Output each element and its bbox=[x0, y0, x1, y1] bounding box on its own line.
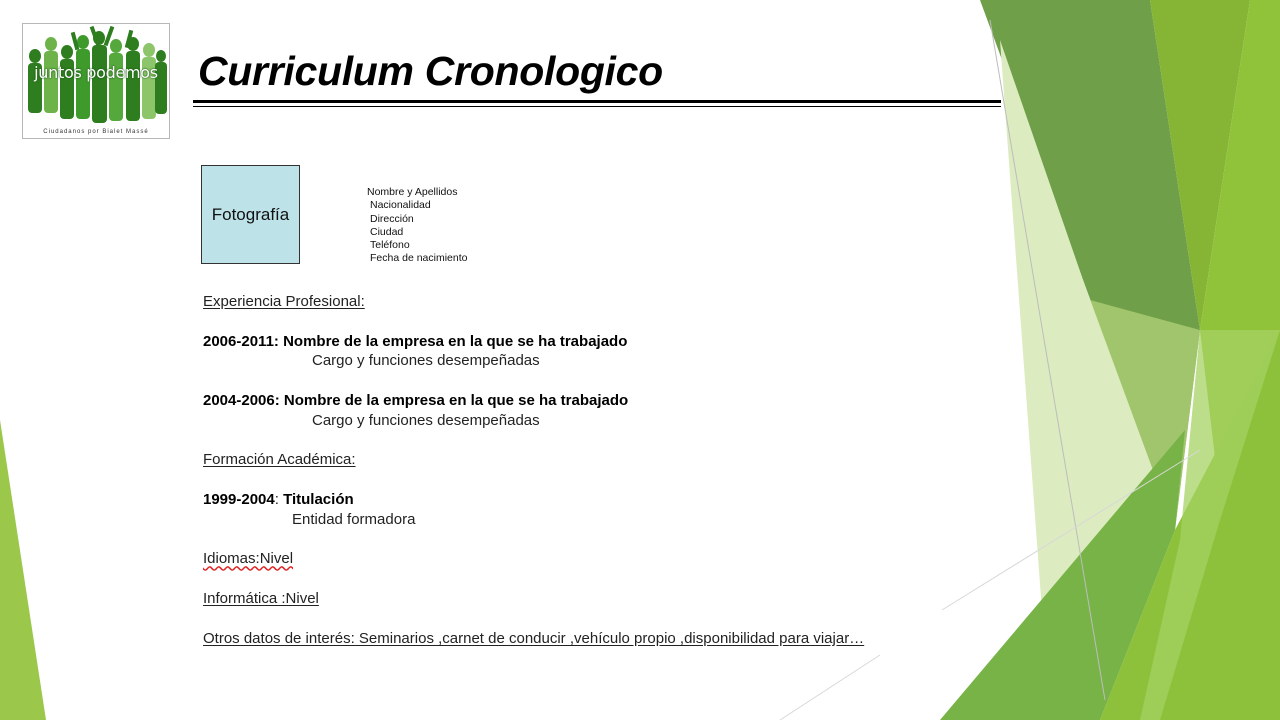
education-separator: : bbox=[274, 490, 279, 508]
education-entity: Entidad formadora bbox=[292, 510, 416, 528]
experience-company: Nombre de la empresa en la que se ha trabajado bbox=[283, 391, 629, 409]
logo-main-text: juntos podemos bbox=[34, 63, 158, 82]
education-heading: Formación Académica: bbox=[203, 451, 356, 469]
experience-heading: Experiencia Profesional: bbox=[203, 293, 365, 310]
title-rule-thin bbox=[193, 106, 1001, 107]
experience-role: Cargo y funciones desempeñadas bbox=[312, 411, 540, 429]
personal-info bbox=[367, 186, 467, 266]
experience-role: Cargo y funciones desempeñadas bbox=[312, 352, 540, 370]
experience-years: 2006-2011: bbox=[203, 332, 279, 350]
cv-body bbox=[203, 292, 864, 648]
other-info-line: Otros datos de interés: Seminarios ,carnet de conducir ,vehículo propio ,disponibilidad para viajar… bbox=[203, 629, 865, 647]
photo-label: Fotografía bbox=[211, 204, 290, 224]
photo-placeholder bbox=[201, 165, 300, 264]
slide-title: Curriculum Cronologico bbox=[198, 48, 663, 94]
personal-nationality: Nacionalidad bbox=[370, 199, 431, 212]
juntos-podemos-logo bbox=[22, 23, 170, 139]
computing-line: Informática :Nivel bbox=[203, 589, 319, 607]
experience-entry bbox=[203, 332, 864, 352]
languages-line: Idiomas:Nivel bbox=[203, 550, 294, 568]
education-degree: Titulación bbox=[283, 490, 354, 508]
personal-name: Nombre y Apellidos bbox=[367, 186, 458, 198]
title-rule-thick bbox=[193, 100, 1001, 103]
logo-sub-text: Ciudadanos por Bialet Massé bbox=[43, 129, 149, 135]
experience-years: 2004-2006: bbox=[203, 391, 280, 409]
experience-entry bbox=[203, 391, 864, 411]
experience-company: Nombre de la empresa en la que se ha trabajado bbox=[283, 332, 628, 350]
personal-city: Ciudad bbox=[370, 225, 404, 238]
personal-address: Dirección bbox=[370, 212, 414, 225]
education-years: 1999-2004 bbox=[203, 490, 275, 508]
personal-phone: Teléfono bbox=[370, 239, 410, 252]
education-entry bbox=[203, 490, 864, 510]
personal-birthdate: Fecha de nacimiento bbox=[370, 252, 468, 265]
